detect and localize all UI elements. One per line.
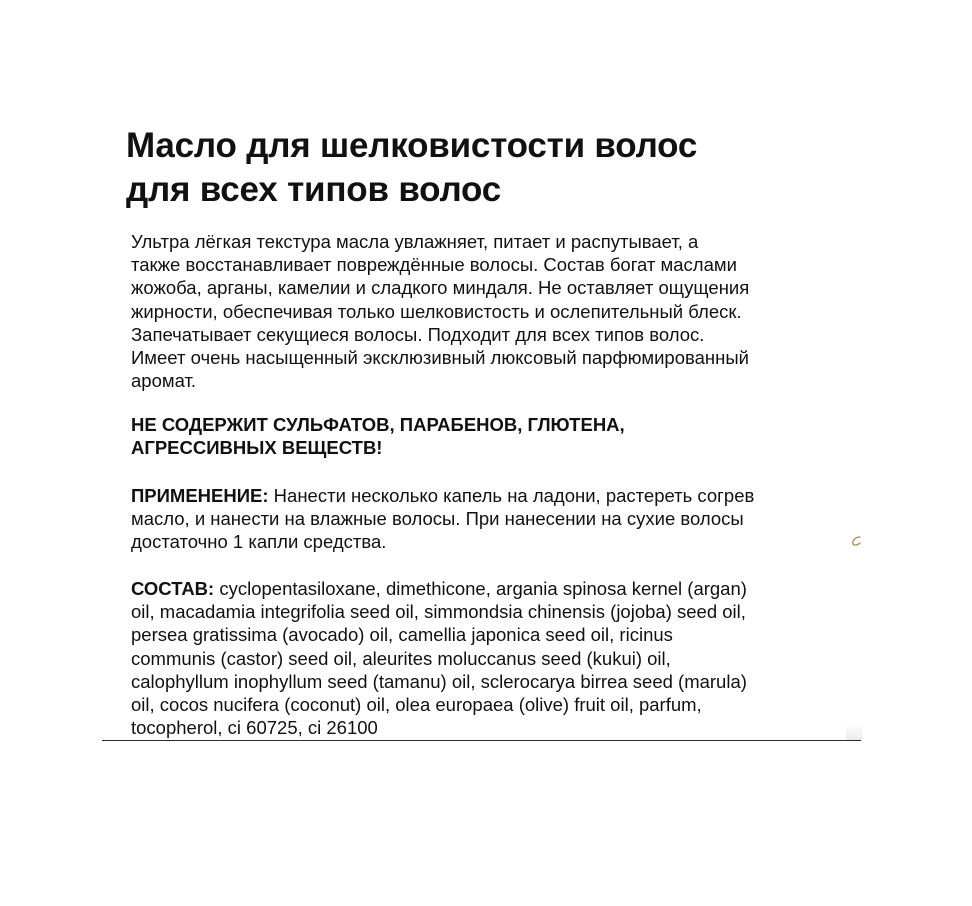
usage-line: масло, и нанести на влажные волосы. При нанесении на сухие волосы <box>131 508 744 530</box>
composition-line: oil, macadamia integrifolia seed oil, simmondsia chinensis (jojoba) seed oil, <box>131 601 746 623</box>
description-line: жирности, обеспечивая только шелковистость и ослепительный блеск. <box>131 300 742 322</box>
composition-text: cyclopentasiloxane, dimethicone, argania spinosa kernel (argan) <box>214 578 747 599</box>
composition-label: СОСТАВ: <box>131 578 215 599</box>
divider-fade <box>846 724 862 740</box>
composition-section <box>131 577 851 739</box>
description-line: жожоба, арганы, камелии и сладкого миндаля. Не оставляет ощущения <box>131 277 750 299</box>
description-line: Ультра лёгкая текстура масла увлажняет, питает и распутывает, а <box>131 231 699 252</box>
usage-text: Нанести несколько капель на ладони, растереть согрев <box>268 485 755 506</box>
free-from-line: АГРЕССИВНЫХ ВЕЩЕСТВ! <box>131 437 383 459</box>
usage-section <box>131 484 851 554</box>
usage-line: достаточно 1 капли средства. <box>131 531 387 553</box>
usage-first-line <box>131 484 851 507</box>
composition-line: communis (castor) seed oil, aleurites moluccanus seed (kukui) oil, <box>131 647 671 669</box>
description-line: Имеет очень насыщенный эксклюзивный люксовый парфюмированный <box>131 347 749 369</box>
description-line: Запечатывает секущиеся волосы. Подходит для всех типов волос. <box>131 323 705 345</box>
composition-line: oil, cocos nucifera (coconut) oil, olea europaea (olive) fruit oil, parfum, <box>131 694 702 716</box>
bottom-divider <box>102 740 861 741</box>
free-from-line: НЕ СОДЕРЖИТ СУЛЬФАТОВ, ПАРАБЕНОВ, ГЛЮТЕНА, <box>131 414 625 435</box>
composition-line: calophyllum inophyllum seed (tamanu) oil, sclerocarya birrea seed (marula) <box>131 670 747 692</box>
description-line: аромат. <box>131 370 197 392</box>
composition-first-line <box>131 577 851 600</box>
swirl-stroke <box>853 537 860 545</box>
title-line-1: Масло для шелковистости волос <box>126 126 698 165</box>
composition-line: tocopherol, ci 60725, ci 26100 <box>131 717 378 739</box>
usage-label: ПРИМЕНЕНИЕ: <box>131 485 269 506</box>
decorative-swirl-icon <box>849 534 863 548</box>
product-title <box>126 124 846 212</box>
product-description <box>131 230 851 392</box>
free-from-notice <box>131 413 851 459</box>
composition-line: persea gratissima (avocado) oil, camellia japonica seed oil, ricinus <box>131 624 673 646</box>
description-line: также восстанавливает повреждённые волосы. Состав богат маслами <box>131 254 737 276</box>
title-line-2: для всех типов волос <box>126 170 502 209</box>
